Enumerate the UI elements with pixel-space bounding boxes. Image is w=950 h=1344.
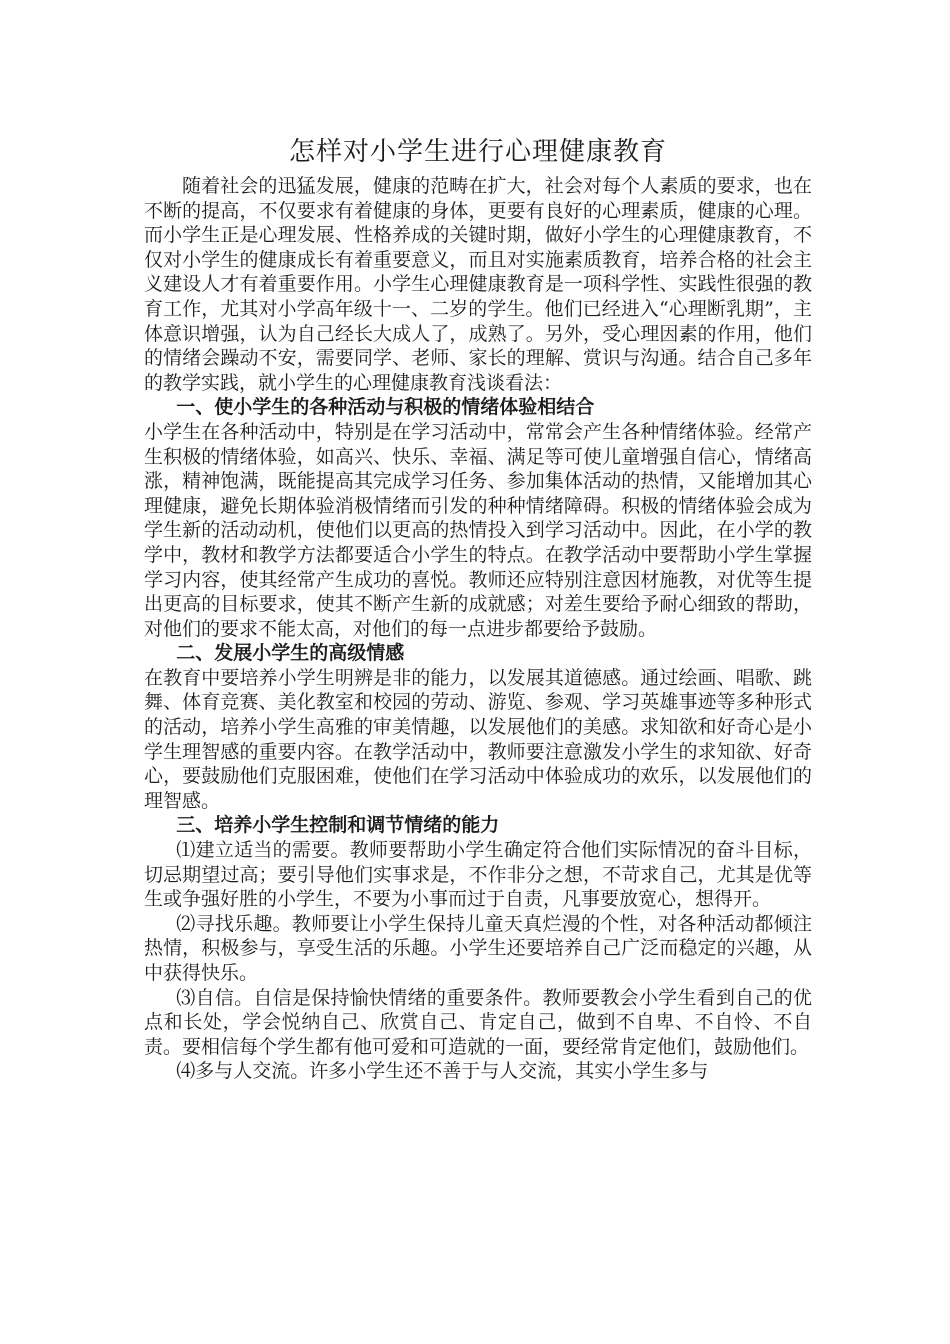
section-3-item-3: ⑶自信。自信是保持愉快情绪的重要条件。教师要教会小学生看到自己的优点和长处，学会悦纳自己、欣赏自己、肯定自己，做到不自卑、不自怜、不自责。要相信每个学生都有他可爱和可造就的一面，要经常肯定他们，鼓励他们。: [144, 986, 812, 1058]
section-3-item-1: ⑴建立适当的需要。教师要帮助小学生确定符合他们实际情况的奋斗目标，切忌期望过高；要引导他们实事求是，不作非分之想，不苛求自己，尤其是优等生或争强好胜的小学生，不要为小事而过于自责，凡事要放宽心，想得开。: [144, 839, 812, 911]
intro-paragraph: 随着社会的迅猛发展，健康的范畴在扩大，社会对每个人素质的要求，也在不断的提高，不仅要求有着健康的身体，更要有良好的心理素质，健康的心理。而小学生正是心理发展、性格养成的关键时期，做好小学生的心理健康教育，不仅对小学生的健康成长有着重要意义，而且对实施素质教育，培养合格的社会主义建设人才有着重要作用。小学生心理健康教育是一项科学性、实践性很强的教育工作，尤其对小学高年级十一、二岁的学生。他们已经进入“心理断乳期”，主体意识增强，认为自己经长大成人了，成熟了。另外，受心理因素的作用，他们的情绪会躁动不安，需要同学、老师、家长的理解、赏识与沟通。结合自己多年的教学实践，就小学生的心理健康教育浅谈看法：: [144, 175, 812, 394]
section-3-item-2: ⑵寻找乐趣。教师要让小学生保持儿童天真烂漫的个性，对各种活动都倾注热情，积极参与，享受生活的乐趣。小学生还要培养自己广泛而稳定的兴趣，从中获得快乐。: [144, 912, 812, 984]
section-2-body: 在教育中要培养小学生明辨是非的能力，以发展其道德感。通过绘画、唱歌、跳舞、体育竞赛、美化教室和校园的劳动、游览、参观、学习英雄事迹等多种形式的活动，培养小学生高雅的审美情趣，以发展他们的美感。求知欲和好奇心是小学生理智感的重要内容。在教学活动中，教师要注意激发小学生的求知欲、好奇心，要鼓励他们克服困难，使他们在学习活动中体验成功的欢乐，以发展他们的理智感。: [144, 666, 812, 812]
section-3-item-4: ⑷多与人交流。许多小学生还不善于与人交流，其实小学生多与: [176, 1060, 709, 1083]
section-3-heading: 三、培养小学生控制和调节情绪的能力: [176, 814, 500, 837]
section-1-heading: 一、使小学生的各种活动与积极的情绪体验相结合: [176, 396, 595, 419]
section-1-body: 小学生在各种活动中，特别是在学习活动中，常常会产生各种情绪体验。经常产生积极的情绪体验，如高兴、快乐、幸福、满足等可使儿童增强自信心，情绪高涨，精神饱满，既能提高其完成学习任务、参加集体活动的热情，又能增加其心理健康，避免长期体验消极情绪而引发的种种情绪障碍。积极的情绪体验会成为学生新的活动动机，使他们以更高的热情投入到学习活动中。因此，在小学的教学中，教材和教学方法都要适合小学生的特点。在教学活动中要帮助小学生掌握学习内容，使其经常产生成功的喜悦。教师还应特别注意因材施教，对优等生提出更高的目标要求，使其不断产生新的成就感；对差生要给予耐心细致的帮助，对他们的要求不能太高，对他们的每一点进步都要给予鼓励。: [144, 420, 812, 640]
section-2-heading: 二、发展小学生的高级情感: [176, 642, 405, 665]
document-title: 怎样对小学生进行心理健康教育: [288, 137, 667, 167]
document-page: [144, 124, 812, 1084]
